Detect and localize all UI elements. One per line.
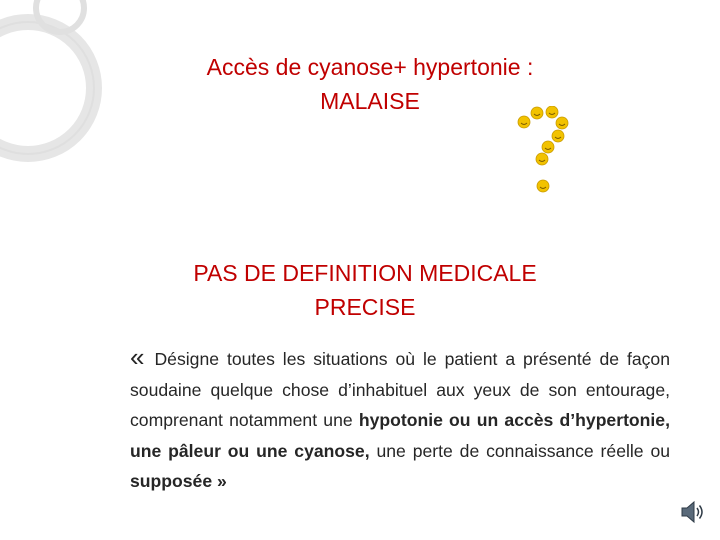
body-text-part-1: Désigne toutes les situations où le patient a présenté de façon soudaine quelque chose d’inhabituel aux yeux de son entourage, comprenant notamment une: [130, 349, 670, 430]
title-line-1: Accès de cyanose+ hypertonie :: [206, 54, 534, 80]
title-line-2: MALAISE: [320, 88, 420, 114]
speaker-icon[interactable]: [679, 499, 705, 525]
subtitle-line-2: PRECISE: [314, 294, 416, 320]
body-bold-part-2: supposée »: [130, 471, 227, 491]
slide-subtitle: [120, 256, 610, 324]
opening-quote: «: [130, 342, 145, 372]
body-text-part-2: une perte de connaissance réelle ou: [376, 440, 671, 461]
body-bold-part-1: hypotonie ou un accès d’hypertonie, une pâleur ou une cyanose,: [130, 410, 670, 461]
definition-paragraph: [130, 342, 670, 497]
smiley-question-mark-icon: [514, 106, 580, 202]
subtitle-line-1: PAS DE DEFINITION MEDICALE: [193, 260, 537, 286]
